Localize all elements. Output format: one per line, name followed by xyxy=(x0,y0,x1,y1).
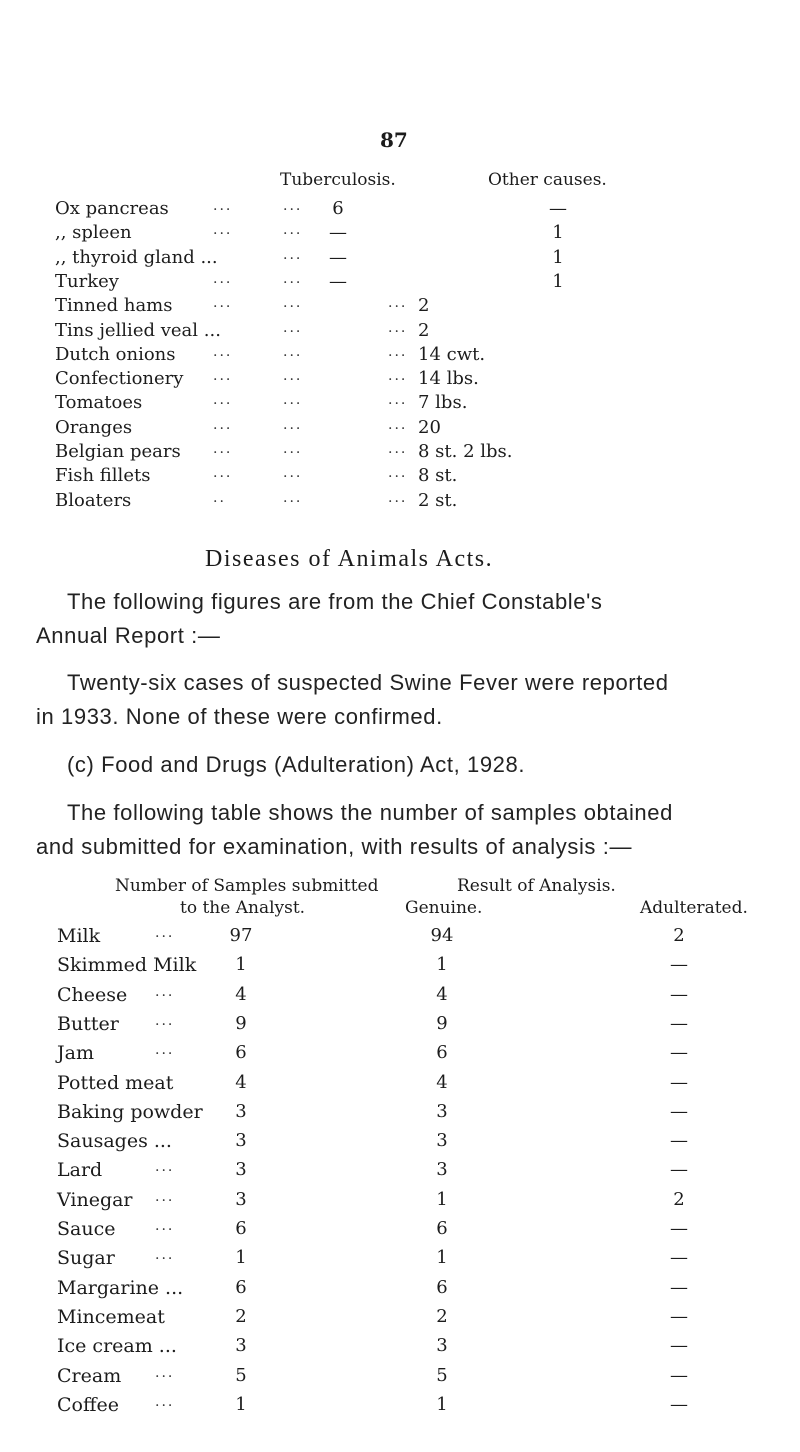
meat-row-dots: ... xyxy=(213,222,233,239)
samples-header-to-analyst: to the Analyst. xyxy=(180,898,306,918)
sample-genuine-count: 3 xyxy=(436,1100,448,1122)
sample-item-label: Sauce xyxy=(57,1218,116,1240)
sample-genuine-count: 4 xyxy=(436,1071,448,1093)
sample-submitted-count: 6 xyxy=(235,1218,247,1239)
sample-adulterated-count: — xyxy=(670,983,688,1005)
meat-row-quantity: 8 st. xyxy=(418,465,458,487)
sample-submitted-count: 1 xyxy=(235,1247,247,1269)
meat-row-label: Confectionery xyxy=(55,368,184,390)
sample-item-dots: ... xyxy=(155,983,175,1000)
sample-genuine-count: 6 xyxy=(436,1276,448,1298)
sample-item-label: Margarine ... xyxy=(57,1276,184,1299)
sample-item-label: Coffee xyxy=(57,1393,119,1416)
meat-row-other: — xyxy=(549,198,567,219)
meat-row-dots: ... xyxy=(213,295,233,312)
meat-row-label: Fish fillets xyxy=(55,465,151,487)
sample-item-label: Vinegar xyxy=(57,1188,133,1211)
meat-row-label: Bloaters xyxy=(55,489,132,511)
sample-genuine-count: 3 xyxy=(436,1335,448,1357)
sample-genuine-count: 6 xyxy=(436,1218,448,1239)
sample-item-dots: ... xyxy=(155,1159,175,1176)
meat-row-tuberculosis: 6 xyxy=(332,198,344,219)
sample-adulterated-count: — xyxy=(670,1159,688,1181)
meat-row-label: Oranges xyxy=(55,416,133,438)
sample-submitted-count: 3 xyxy=(235,1130,247,1152)
meat-row-quantity: 8 st. 2 lbs. xyxy=(418,441,513,462)
meat-row-dots: ... xyxy=(283,465,303,482)
sample-item-label: Sugar xyxy=(57,1247,115,1270)
sample-adulterated-count: 2 xyxy=(673,1188,685,1210)
sample-genuine-count: 2 xyxy=(436,1305,448,1327)
meat-row-dots: ... xyxy=(283,198,303,214)
sample-adulterated-count: — xyxy=(670,1247,688,1269)
sample-submitted-count: 3 xyxy=(235,1188,247,1210)
sample-adulterated-count: — xyxy=(670,1042,688,1064)
sample-submitted-count: 3 xyxy=(235,1159,247,1181)
sample-submitted-count: 97 xyxy=(229,925,253,946)
sample-submitted-count: 2 xyxy=(235,1305,247,1327)
page-number: 87 xyxy=(380,128,408,152)
meat-row-dots: ... xyxy=(283,222,303,239)
meat-row-dots: ... xyxy=(388,441,408,457)
meat-row-label: ,, spleen xyxy=(55,222,132,244)
meat-row-other: 1 xyxy=(552,270,564,292)
sample-adulterated-count: — xyxy=(670,1012,688,1034)
sample-adulterated-count: — xyxy=(670,1218,688,1239)
sample-adulterated-count: — xyxy=(670,1364,688,1386)
sample-submitted-count: 1 xyxy=(235,954,247,976)
sample-submitted-count: 5 xyxy=(235,1364,247,1386)
meat-row-label: Tomatoes xyxy=(55,392,143,414)
header-other-causes: Other causes. xyxy=(488,170,607,190)
meat-row-quantity: 2 st. xyxy=(418,489,458,511)
meat-row-tuberculosis: — xyxy=(329,246,347,268)
samples-header-adulterated: Adulterated. xyxy=(640,898,748,918)
meat-row-dots: ... xyxy=(213,343,233,360)
meat-row-dots: ... xyxy=(388,368,408,385)
sample-item-label: Ice cream ... xyxy=(57,1335,177,1358)
sample-submitted-count: 3 xyxy=(235,1335,247,1357)
sample-adulterated-count: — xyxy=(670,1276,688,1298)
meat-row-tuberculosis: — xyxy=(329,222,347,244)
meat-row-quantity: 2 xyxy=(418,295,430,317)
meat-row-dots: ... xyxy=(388,343,408,360)
meat-row-dots: ... xyxy=(388,416,408,433)
meat-row-label: Turkey xyxy=(55,270,119,292)
meat-row-dots: ... xyxy=(283,343,303,360)
diseases-para2-line1: Twenty-six cases of suspected Swine Fever were reported xyxy=(67,670,669,695)
meat-row-label: Dutch onions xyxy=(55,343,176,365)
sample-item-label: Potted meat xyxy=(57,1071,174,1094)
sample-adulterated-count: — xyxy=(670,1100,688,1122)
sample-item-dots: ... xyxy=(155,1188,175,1205)
meat-row-quantity: 14 lbs. xyxy=(418,368,479,390)
sample-genuine-count: 3 xyxy=(436,1130,448,1152)
sample-genuine-count: 1 xyxy=(436,1393,448,1415)
sample-submitted-count: 6 xyxy=(235,1042,247,1064)
sample-adulterated-count: — xyxy=(670,1305,688,1327)
meat-row-quantity: 7 lbs. xyxy=(418,392,468,414)
sample-genuine-count: 1 xyxy=(436,1188,448,1210)
sample-item-dots: ... xyxy=(155,1364,175,1381)
sample-item-label: Butter xyxy=(57,1012,119,1035)
sample-genuine-count: 4 xyxy=(436,983,448,1005)
sample-genuine-count: 5 xyxy=(436,1364,448,1386)
diseases-title xyxy=(205,546,493,573)
sample-item-label: Milk xyxy=(57,925,101,947)
sample-item-dots: ... xyxy=(155,925,175,941)
sample-item-label: Baking powder xyxy=(57,1100,203,1123)
meat-row-dots: ... xyxy=(283,392,303,409)
sample-genuine-count: 94 xyxy=(430,925,454,946)
sample-adulterated-count: — xyxy=(670,954,688,976)
meat-row-other: 1 xyxy=(552,246,564,268)
meat-row-label: ,, thyroid gland ... xyxy=(55,246,218,268)
sample-adulterated-count: — xyxy=(670,1130,688,1152)
sample-item-dots: ... xyxy=(155,1247,175,1264)
sample-item-label: Cheese xyxy=(57,983,128,1006)
sample-submitted-count: 4 xyxy=(235,983,247,1005)
diseases-para2-line2: in 1933. None of these were confirmed. xyxy=(36,704,443,729)
meat-row-label: Tins jellied veal ... xyxy=(55,319,221,341)
meat-row-dots: ... xyxy=(388,489,408,506)
samples-header-genuine: Genuine. xyxy=(405,898,483,918)
meat-row-dots: ... xyxy=(283,489,303,506)
meat-row-tuberculosis: — xyxy=(329,270,347,292)
sample-submitted-count: 9 xyxy=(235,1012,247,1034)
meat-row-quantity: 20 xyxy=(418,416,441,438)
sample-item-dots: ... xyxy=(155,1012,175,1029)
meat-row-label: Tinned hams xyxy=(55,295,173,317)
sample-genuine-count: 1 xyxy=(436,954,448,976)
sample-item-dots: ... xyxy=(155,1218,175,1234)
sample-submitted-count: 6 xyxy=(235,1276,247,1298)
sample-item-label: Mincemeat xyxy=(57,1305,165,1328)
sample-adulterated-count: 2 xyxy=(673,925,685,946)
sample-item-label: Lard xyxy=(57,1159,103,1182)
meat-row-dots: ... xyxy=(213,198,233,214)
food-drugs-para-line2: and submitted for examination, with results of analysis :— xyxy=(36,834,633,859)
food-drugs-title: (c) Food and Drugs (Adulteration) Act, 1928. xyxy=(67,752,526,777)
header-tuberculosis: Tuberculosis. xyxy=(280,170,396,190)
meat-row-dots: ... xyxy=(283,246,303,263)
meat-row-dots: ... xyxy=(283,368,303,385)
meat-row-dots: ... xyxy=(388,295,408,312)
samples-header-submitted: Number of Samples submitted xyxy=(115,876,379,896)
sample-genuine-count: 1 xyxy=(436,1247,448,1269)
meat-row-dots: ... xyxy=(283,319,303,336)
meat-row-dots: ... xyxy=(283,270,303,287)
meat-row-dots: .. xyxy=(213,489,226,506)
meat-row-quantity: 14 cwt. xyxy=(418,343,486,365)
diseases-para1-line2: Annual Report :— xyxy=(36,623,221,648)
meat-row-dots: ... xyxy=(283,295,303,312)
sample-adulterated-count: — xyxy=(670,1335,688,1357)
meat-row-dots: ... xyxy=(388,392,408,409)
meat-row-dots: ... xyxy=(213,441,233,457)
sample-submitted-count: 4 xyxy=(235,1071,247,1093)
sample-genuine-count: 9 xyxy=(436,1012,448,1034)
samples-header-result: Result of Analysis. xyxy=(457,876,616,896)
meat-row-other: 1 xyxy=(552,222,564,244)
sample-item-dots: ... xyxy=(155,1393,175,1410)
sample-adulterated-count: — xyxy=(670,1071,688,1093)
meat-row-dots: ... xyxy=(213,392,233,409)
sample-submitted-count: 1 xyxy=(235,1393,247,1415)
meat-row-dots: ... xyxy=(213,270,233,287)
sample-adulterated-count: — xyxy=(670,1393,688,1415)
sample-item-dots: ... xyxy=(155,1042,175,1059)
sample-genuine-count: 3 xyxy=(436,1159,448,1181)
sample-item-label: Sausages ... xyxy=(57,1130,172,1153)
sample-item-label: Cream xyxy=(57,1364,122,1387)
meat-row-dots: ... xyxy=(283,416,303,433)
sample-submitted-count: 3 xyxy=(235,1100,247,1122)
diseases-title-text: Diseases of Animals Acts. xyxy=(205,546,494,572)
meat-row-label: Belgian pears xyxy=(55,441,181,462)
meat-row-dots: ... xyxy=(213,368,233,385)
meat-row-dots: ... xyxy=(283,441,303,457)
sample-item-label: Jam xyxy=(57,1042,94,1065)
meat-row-dots: ... xyxy=(213,416,233,433)
sample-genuine-count: 6 xyxy=(436,1042,448,1064)
meat-row-label: Ox pancreas xyxy=(55,198,169,219)
diseases-para1-line1: The following figures are from the Chief Constable's xyxy=(67,589,603,614)
meat-row-quantity: 2 xyxy=(418,319,430,341)
meat-row-dots: ... xyxy=(388,465,408,482)
sample-item-label: Skimmed Milk xyxy=(57,954,197,977)
meat-row-dots: ... xyxy=(388,319,408,336)
meat-row-dots: ... xyxy=(213,465,233,482)
food-drugs-para-line1: The following table shows the number of samples obtained xyxy=(67,800,673,825)
